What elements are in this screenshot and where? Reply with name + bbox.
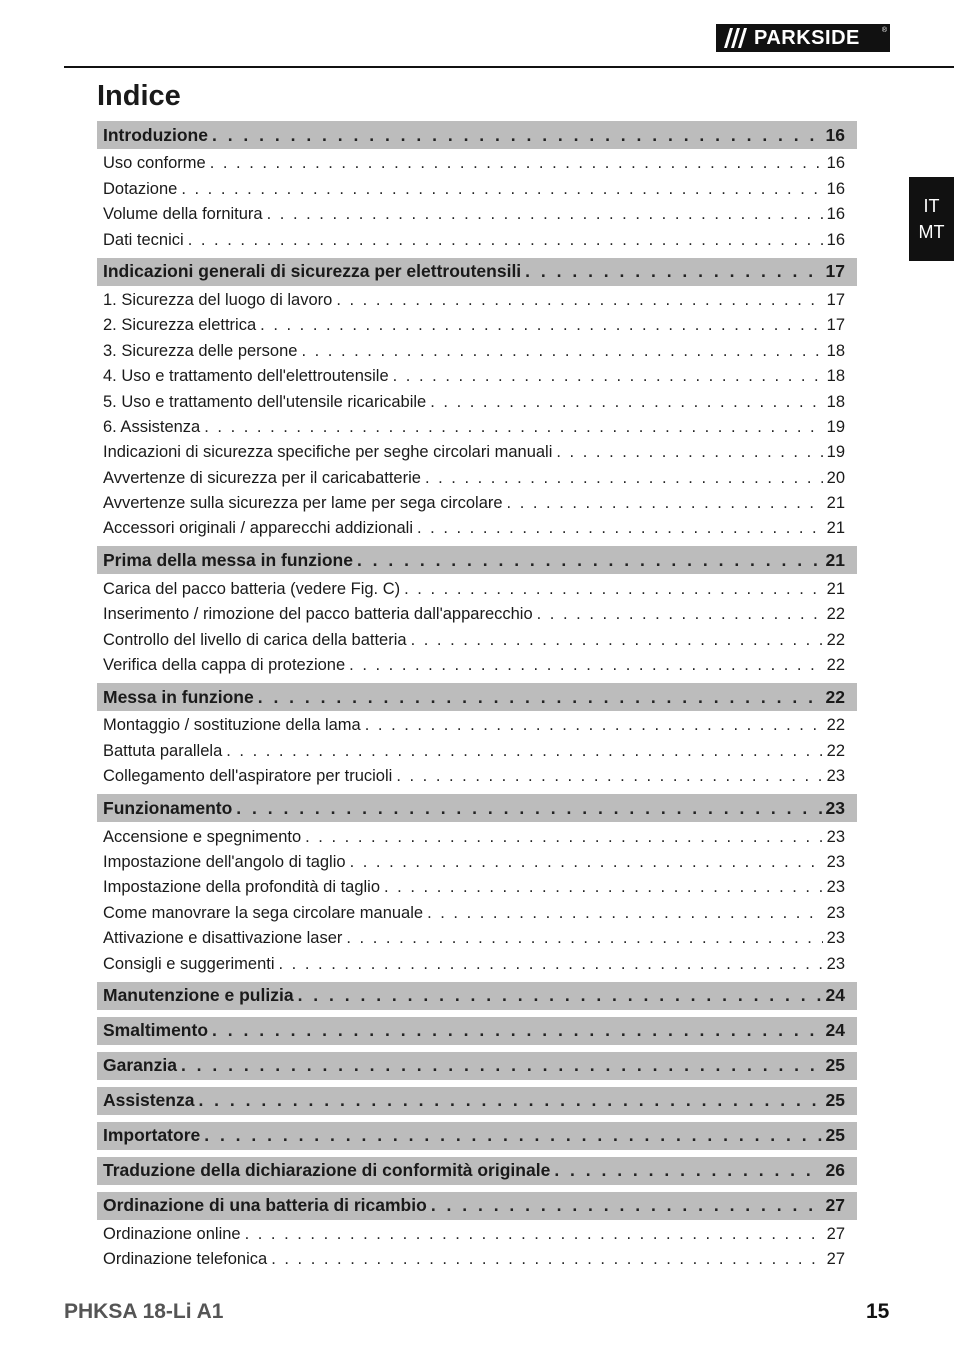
toc-entry-label: Avvertenze di sicurezza per il caricabatterie — [103, 468, 421, 487]
toc-page-number: 18 — [826, 367, 845, 386]
toc-item-row — [97, 149, 857, 174]
toc-entry-label: Ordinazione telefonica — [103, 1250, 268, 1269]
toc-dot-leader — [393, 367, 823, 386]
toc-item-row — [97, 651, 857, 676]
toc-dot-leader — [336, 291, 822, 310]
toc-entry-label: Uso conforme — [103, 154, 206, 173]
toc-dot-leader — [236, 798, 821, 819]
toc-entry-label: 4. Uso e trattamento dell'elettroutensile — [103, 367, 389, 386]
footer-page-number: 15 — [866, 1300, 890, 1323]
toc-item-row — [97, 514, 857, 539]
toc-dot-leader — [210, 154, 823, 173]
toc-dot-leader — [245, 1225, 823, 1244]
toc-entry-label: Assistenza — [103, 1090, 195, 1111]
page-title: Indice — [97, 80, 181, 112]
toc-section-row — [97, 1157, 857, 1185]
toc-entry-label: Garanzia — [103, 1055, 177, 1076]
toc-dot-leader — [258, 687, 822, 708]
toc-dot-leader — [298, 985, 822, 1006]
toc-entry-label: Smaltimento — [103, 1020, 209, 1041]
toc-entry-label: Volume della fornitura — [103, 205, 263, 224]
toc-item-row — [97, 463, 857, 488]
toc-entry-label: Manutenzione e pulizia — [103, 985, 294, 1006]
toc-page-number: 19 — [826, 443, 845, 462]
toc-item-row — [97, 225, 857, 250]
toc-page-number: 21 — [826, 494, 845, 513]
toc-entry-label: Importatore — [103, 1125, 201, 1146]
toc-dot-leader — [181, 1055, 822, 1076]
toc-dot-leader — [212, 1020, 822, 1041]
toc-dot-leader — [431, 1195, 822, 1216]
toc-entry-label: Inserimento / rimozione del pacco batteria dall'apparecchio — [103, 605, 533, 624]
toc-item-row — [97, 848, 857, 873]
toc-item-row — [97, 736, 857, 761]
toc-item-row — [97, 822, 857, 847]
toc-dot-leader — [404, 580, 823, 599]
toc-entry-label: Impostazione della profondità di taglio — [103, 878, 381, 897]
toc-item-row — [97, 438, 857, 463]
toc-page-number: 23 — [826, 903, 845, 922]
toc-dot-leader — [204, 1125, 821, 1146]
toc-item-row — [97, 873, 857, 898]
toc-dot-leader — [427, 904, 823, 923]
toc-item-row — [97, 898, 857, 923]
toc-dot-leader — [305, 828, 823, 847]
toc-entry-label: Attivazione e disattivazione laser — [103, 929, 343, 948]
toc-page-number: 21 — [826, 519, 845, 538]
toc-page-number: 23 — [826, 827, 845, 846]
toc-entry-label: 5. Uso e trattamento dell'utensile ricaricabile — [103, 392, 427, 411]
toc-page-number: 22 — [826, 605, 845, 624]
toc-page-number: 23 — [826, 954, 845, 973]
toc-item-row — [97, 949, 857, 974]
toc-entry-label: Controllo del livello di carica della batteria — [103, 630, 407, 649]
toc-entry-label: Battuta parallela — [103, 741, 223, 760]
toc-dot-leader — [271, 1250, 822, 1269]
toc-page-number: 25 — [825, 1055, 845, 1076]
toc-section-row — [97, 1052, 857, 1080]
toc-entry-label: Introduzione — [103, 124, 208, 145]
toc-item-row — [97, 336, 857, 361]
toc-dot-leader — [181, 180, 822, 199]
toc-entry-label: Avvertenze sulla sicurezza per lame per sega circolare — [103, 494, 503, 513]
toc-entry-label: Carica del pacco batteria (vedere Fig. C) — [103, 579, 401, 598]
toc-entry-label: Accessori originali / apparecchi addizionali — [103, 519, 413, 538]
toc-page-number: 27 — [825, 1195, 845, 1216]
toc-page-number: 22 — [826, 716, 845, 735]
toc-entry-label: Montaggio / sostituzione della lama — [103, 716, 361, 735]
toc-dot-leader — [411, 631, 823, 650]
toc-dot-leader — [301, 342, 822, 361]
toc-section-row — [97, 794, 857, 822]
toc-page-number: 22 — [826, 630, 845, 649]
toc-item-row — [97, 574, 857, 599]
toc-item-row — [97, 174, 857, 199]
toc-dot-leader — [430, 393, 822, 412]
language-code-it: IT — [923, 196, 940, 216]
language-tab — [909, 177, 954, 261]
toc-item-row — [97, 625, 857, 650]
logo-text: PARKSIDE — [754, 26, 860, 49]
toc-section-row — [97, 1017, 857, 1045]
toc-entry-label: 3. Sicurezza delle persone — [103, 341, 298, 360]
toc-page-number: 23 — [826, 767, 845, 786]
toc-page-number: 25 — [825, 1125, 845, 1146]
toc-page-number: 17 — [825, 261, 845, 282]
toc-entry-label: Messa in funzione — [103, 686, 254, 707]
logo-stripes-icon — [720, 28, 750, 48]
language-code-mt: MT — [918, 222, 945, 242]
toc-item-row — [97, 362, 857, 387]
toc-entry-label: Indicazioni di sicurezza specifiche per seghe circolari manuali — [103, 443, 553, 462]
toc-page-number: 27 — [826, 1224, 845, 1243]
toc-section-row — [97, 1192, 857, 1220]
toc-entry-label: Funzionamento — [103, 797, 233, 818]
toc-item-row — [97, 286, 857, 311]
toc-dot-leader — [350, 853, 823, 872]
toc-page-number: 16 — [826, 205, 845, 224]
toc-page-number: 25 — [825, 1090, 845, 1111]
toc-dot-leader — [365, 716, 823, 735]
toc-dot-leader — [212, 125, 822, 146]
toc-item-row — [97, 762, 857, 787]
toc-page-number: 22 — [826, 656, 845, 675]
toc-dot-leader — [188, 231, 823, 250]
toc-dot-leader — [349, 656, 822, 675]
toc-page-number: 27 — [826, 1250, 845, 1269]
toc-dot-leader — [198, 1090, 821, 1111]
toc-entry-label: Traduzione della dichiarazione di conformità originale — [103, 1160, 551, 1181]
toc-dot-leader — [554, 1160, 821, 1181]
toc-page-number: 22 — [825, 686, 845, 707]
toc-item-row — [97, 1220, 857, 1245]
toc-item-row — [97, 924, 857, 949]
toc-entry-label: Come manovrare la sega circolare manuale — [103, 903, 424, 922]
toc-dot-leader — [357, 550, 822, 571]
toc-entry-label: 2. Sicurezza elettrica — [103, 316, 257, 335]
header-rule — [64, 66, 954, 68]
toc-section-row — [97, 1122, 857, 1150]
toc-page-number: 19 — [826, 417, 845, 436]
toc-dot-leader — [279, 955, 823, 974]
toc-page-number: 16 — [826, 230, 845, 249]
toc-page-number: 24 — [825, 1020, 845, 1041]
toc-page-number: 23 — [826, 929, 845, 948]
toc-entry-label: Consigli e suggerimenti — [103, 954, 275, 973]
toc-page-number: 26 — [825, 1160, 845, 1181]
toc-dot-leader — [537, 605, 823, 624]
toc-entry-label: 6. Assistenza — [103, 417, 201, 436]
toc-page-number: 16 — [826, 179, 845, 198]
toc-entry-label: Impostazione dell'angolo di taglio — [103, 852, 346, 871]
toc-page-number: 16 — [826, 154, 845, 173]
toc-dot-leader — [226, 742, 822, 761]
toc-page-number: 20 — [826, 468, 845, 487]
toc-section-row — [97, 1087, 857, 1115]
toc-entry-label: Prima della messa in funzione — [103, 549, 353, 570]
toc-section-row — [97, 121, 857, 149]
toc-entry-label: Ordinazione di una batteria di ricambio — [103, 1195, 427, 1216]
toc-page-number: 18 — [826, 392, 845, 411]
toc-dot-leader — [267, 205, 823, 224]
toc-item-row — [97, 600, 857, 625]
toc-entry-label: 1. Sicurezza del luogo di lavoro — [103, 290, 333, 309]
toc-dot-leader — [396, 767, 822, 786]
toc-page-number: 17 — [826, 316, 845, 335]
toc-dot-leader — [556, 443, 822, 462]
parkside-logo — [716, 24, 890, 52]
toc-page-number: 16 — [825, 124, 845, 145]
toc-section-row — [97, 683, 857, 711]
toc-item-row — [97, 387, 857, 412]
toc-item-row — [97, 200, 857, 225]
toc-page-number: 21 — [826, 579, 845, 598]
toc-dot-leader — [507, 494, 823, 513]
toc-dot-leader — [417, 519, 823, 538]
toc-dot-leader — [384, 878, 823, 897]
toc-section-row — [97, 546, 857, 574]
toc-dot-leader — [204, 418, 822, 437]
toc-page-number: 23 — [825, 797, 845, 818]
toc-dot-leader — [260, 316, 822, 335]
toc-item-row — [97, 711, 857, 736]
footer-model-name: PHKSA 18-Li A1 — [64, 1300, 224, 1323]
toc-item-row — [97, 1245, 857, 1270]
toc-entry-label: Collegamento dell'aspiratore per trucioli — [103, 767, 393, 786]
toc-entry-label: Ordinazione online — [103, 1224, 241, 1243]
toc-entry-label: Accensione e spegnimento — [103, 827, 302, 846]
table-of-contents — [97, 121, 857, 1270]
logo-registered-mark: ® — [881, 27, 887, 34]
toc-item-row — [97, 413, 857, 438]
toc-dot-leader — [346, 929, 822, 948]
toc-entry-label: Indicazioni generali di sicurezza per elettroutensili — [103, 261, 522, 282]
toc-item-row — [97, 311, 857, 336]
toc-entry-label: Dati tecnici — [103, 230, 184, 249]
toc-section-row — [97, 258, 857, 286]
toc-page-number: 17 — [826, 290, 845, 309]
toc-page-number: 21 — [825, 549, 845, 570]
toc-entry-label: Dotazione — [103, 179, 178, 198]
toc-page-number: 23 — [826, 878, 845, 897]
toc-dot-leader — [425, 469, 823, 488]
toc-item-row — [97, 489, 857, 514]
toc-entry-label: Verifica della cappa di protezione — [103, 656, 346, 675]
toc-page-number: 23 — [826, 852, 845, 871]
toc-page-number: 24 — [825, 985, 845, 1006]
toc-page-number: 18 — [826, 341, 845, 360]
toc-section-row — [97, 982, 857, 1010]
toc-dot-leader — [525, 261, 821, 282]
toc-page-number: 22 — [826, 741, 845, 760]
